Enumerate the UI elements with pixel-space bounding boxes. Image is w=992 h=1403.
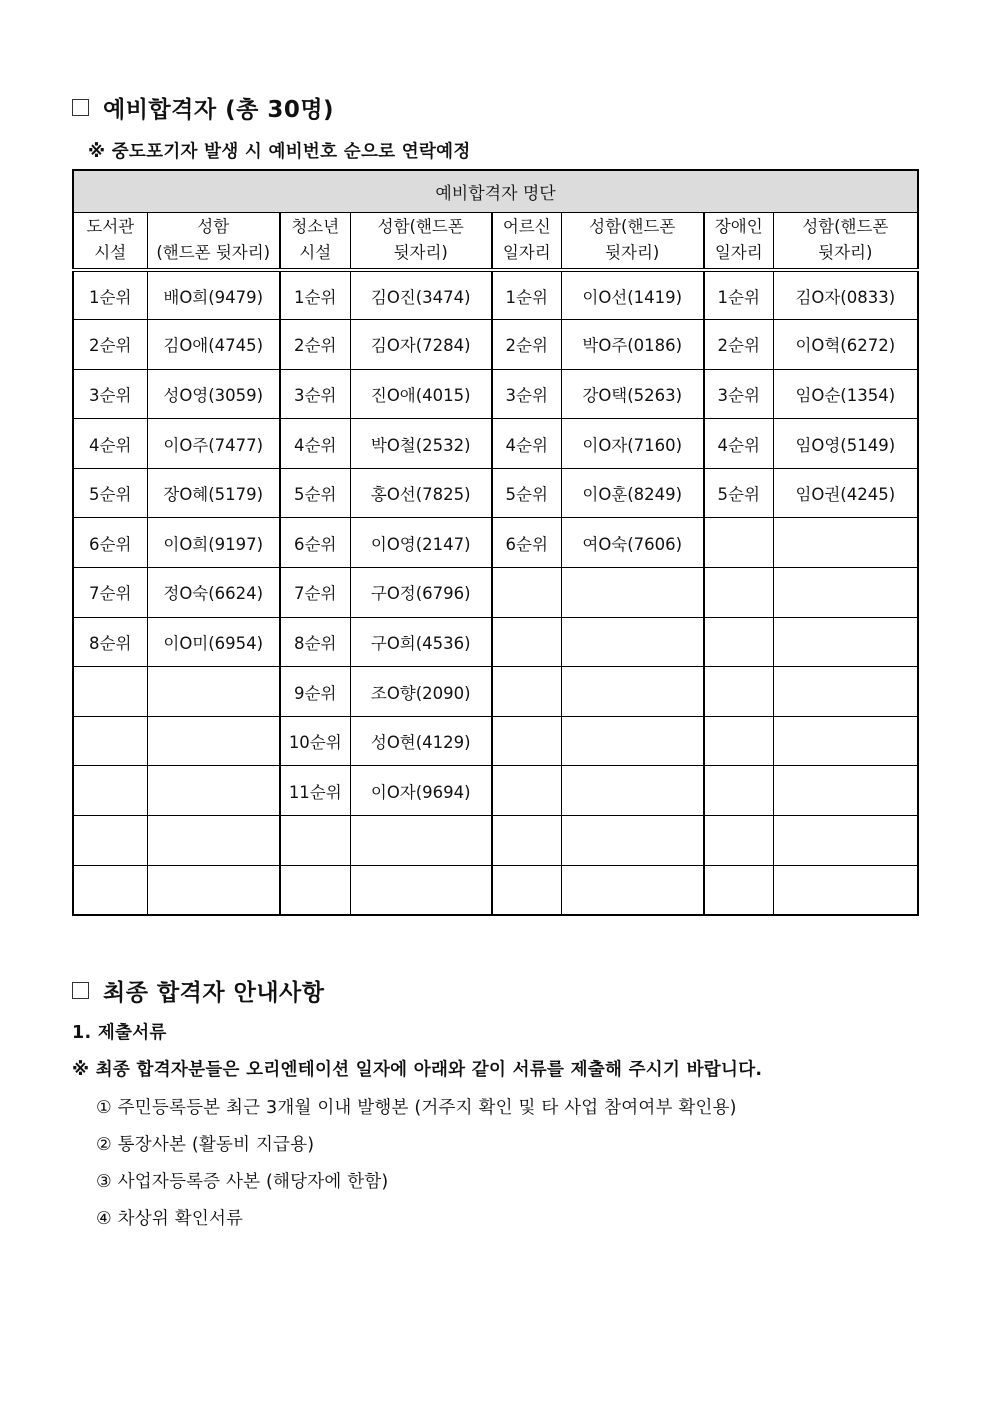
rank-cell: 3순위 <box>73 369 147 419</box>
column-header-line1: 장애인 <box>714 217 763 237</box>
name-cell: 장O혜(5179) <box>147 468 280 518</box>
checkbox-square-icon <box>72 99 89 116</box>
name-cell: 이O선(1419) <box>561 270 704 320</box>
column-header-library-name <box>147 212 280 270</box>
column-header-youth-facility <box>280 212 350 270</box>
name-cell: 구O희(4536) <box>350 617 492 667</box>
document-item: ② 통장사본 (활동비 지급용) <box>96 1135 315 1155</box>
rank-cell <box>492 865 561 915</box>
column-header-line2: 시설 <box>94 243 127 263</box>
name-cell <box>773 766 918 816</box>
column-header-senior-name <box>561 212 704 270</box>
name-cell <box>561 816 704 866</box>
name-cell: 박O주(0186) <box>561 320 704 370</box>
table-row <box>73 617 918 667</box>
rank-cell <box>704 568 773 618</box>
final-section-title <box>72 974 324 1007</box>
rank-cell: 4순위 <box>704 419 773 469</box>
name-cell <box>773 617 918 667</box>
rank-cell <box>492 716 561 766</box>
rank-cell <box>280 816 350 866</box>
table-row <box>73 320 918 370</box>
column-header-library-facility <box>73 212 147 270</box>
column-header-line2: 뒷자리) <box>393 243 448 263</box>
table-header-row <box>73 212 918 270</box>
rank-cell <box>492 766 561 816</box>
rank-cell: 5순위 <box>492 468 561 518</box>
name-cell: 배O희(9479) <box>147 270 280 320</box>
rank-cell: 3순위 <box>280 369 350 419</box>
name-cell: 김O자(0833) <box>773 270 918 320</box>
rank-cell: 1순위 <box>704 270 773 320</box>
name-cell <box>773 667 918 717</box>
name-cell <box>773 716 918 766</box>
name-cell: 김O진(3474) <box>350 270 492 320</box>
rank-cell: 10순위 <box>280 716 350 766</box>
document-item: ③ 사업자등록증 사본 (해당자에 한함) <box>96 1172 389 1192</box>
rank-cell: 1순위 <box>280 270 350 320</box>
rank-cell <box>280 865 350 915</box>
name-cell: 성O현(4129) <box>350 716 492 766</box>
column-header-line1: 성함(핸드폰 <box>802 217 889 237</box>
rank-cell: 2순위 <box>280 320 350 370</box>
table-row <box>73 667 918 717</box>
name-cell: 홍O선(7825) <box>350 468 492 518</box>
name-cell: 박O철(2532) <box>350 419 492 469</box>
name-cell: 이O주(7477) <box>147 419 280 469</box>
table-row <box>73 369 918 419</box>
table-body <box>73 270 918 915</box>
name-cell: 성O영(3059) <box>147 369 280 419</box>
rank-cell <box>492 617 561 667</box>
rank-cell: 8순위 <box>73 617 147 667</box>
column-header-line2: 일자리 <box>714 243 763 263</box>
name-cell: 이O희(9197) <box>147 518 280 568</box>
name-cell: 강O택(5263) <box>561 369 704 419</box>
rank-cell <box>704 518 773 568</box>
name-cell: 정O숙(6624) <box>147 568 280 618</box>
name-cell <box>350 816 492 866</box>
rank-cell: 4순위 <box>73 419 147 469</box>
column-header-line2: 시설 <box>299 243 332 263</box>
column-header-line1: 도서관 <box>86 217 135 237</box>
document-item: ④ 차상위 확인서류 <box>96 1209 244 1229</box>
required-documents-heading: 1. 제출서류 <box>72 1023 167 1043</box>
rank-cell <box>492 816 561 866</box>
rank-cell: 7순위 <box>280 568 350 618</box>
name-cell: 진O애(4015) <box>350 369 492 419</box>
rank-cell <box>704 667 773 717</box>
name-cell <box>773 518 918 568</box>
rank-cell <box>73 716 147 766</box>
name-cell: 김O자(7284) <box>350 320 492 370</box>
name-cell <box>561 865 704 915</box>
table-row <box>73 518 918 568</box>
name-cell <box>147 716 280 766</box>
rank-cell <box>73 766 147 816</box>
table-row <box>73 716 918 766</box>
rank-cell <box>73 865 147 915</box>
rank-cell: 6순위 <box>280 518 350 568</box>
table-title: 예비합격자 명단 <box>73 170 918 212</box>
name-cell <box>350 865 492 915</box>
column-header-disabled-job <box>704 212 773 270</box>
name-cell: 이O자(9694) <box>350 766 492 816</box>
name-cell <box>773 865 918 915</box>
column-header-youth-name <box>350 212 492 270</box>
name-cell: 임O영(5149) <box>773 419 918 469</box>
final-section-title-text: 최종 합격자 안내사항 <box>103 980 325 1006</box>
name-cell <box>773 568 918 618</box>
rank-cell: 2순위 <box>492 320 561 370</box>
rank-cell: 4순위 <box>280 419 350 469</box>
name-cell: 이O영(2147) <box>350 518 492 568</box>
name-cell: 여O숙(7606) <box>561 518 704 568</box>
column-header-line2: (핸드폰 뒷자리) <box>156 243 271 263</box>
column-header-line1: 성함(핸드폰 <box>377 217 464 237</box>
rank-cell <box>704 816 773 866</box>
reserve-contact-note: ※ 중도포기자 발생 시 예비번호 순으로 연락예정 <box>88 142 471 162</box>
table-title-row <box>73 170 918 212</box>
rank-cell: 11순위 <box>280 766 350 816</box>
name-cell <box>147 865 280 915</box>
table-row <box>73 816 918 866</box>
name-cell <box>147 816 280 866</box>
document-item: ① 주민등록등본 최근 3개월 이내 발행본 (거주지 확인 및 타 사업 참여여부 확인용) <box>96 1098 737 1118</box>
reserve-roster-table <box>72 169 919 916</box>
column-header-senior-job <box>492 212 561 270</box>
table-row <box>73 419 918 469</box>
name-cell: 조O향(2090) <box>350 667 492 717</box>
rank-cell <box>73 667 147 717</box>
rank-cell: 6순위 <box>73 518 147 568</box>
rank-cell <box>492 667 561 717</box>
rank-cell: 8순위 <box>280 617 350 667</box>
column-header-line2: 뒷자리) <box>818 243 873 263</box>
rank-cell: 9순위 <box>280 667 350 717</box>
rank-cell <box>704 617 773 667</box>
name-cell <box>147 667 280 717</box>
column-header-line2: 일자리 <box>502 243 551 263</box>
table-row <box>73 468 918 518</box>
rank-cell <box>492 568 561 618</box>
rank-cell: 1순위 <box>73 270 147 320</box>
checkbox-square-icon <box>72 982 89 999</box>
rank-cell: 6순위 <box>492 518 561 568</box>
name-cell <box>561 568 704 618</box>
rank-cell: 3순위 <box>492 369 561 419</box>
name-cell <box>147 766 280 816</box>
submission-note: ※ 최종 합격자분들은 오리엔테이션 일자에 아래와 같이 서류를 제출해 주시기 바랍니다. <box>72 1060 763 1080</box>
rank-cell <box>73 816 147 866</box>
column-header-line1: 성함(핸드폰 <box>589 217 676 237</box>
name-cell <box>773 816 918 866</box>
name-cell: 이O혁(6272) <box>773 320 918 370</box>
name-cell <box>561 617 704 667</box>
rank-cell <box>704 766 773 816</box>
rank-cell: 5순위 <box>704 468 773 518</box>
column-header-line1: 청소년 <box>291 217 340 237</box>
rank-cell: 2순위 <box>704 320 773 370</box>
rank-cell: 1순위 <box>492 270 561 320</box>
name-cell: 이O미(6954) <box>147 617 280 667</box>
rank-cell: 5순위 <box>73 468 147 518</box>
table-row <box>73 270 918 320</box>
table-row <box>73 766 918 816</box>
reserve-section-title-text: 예비합격자 (총 30명) <box>103 97 335 123</box>
rank-cell: 5순위 <box>280 468 350 518</box>
name-cell: 구O정(6796) <box>350 568 492 618</box>
name-cell <box>561 667 704 717</box>
name-cell <box>561 766 704 816</box>
name-cell: 임O권(4245) <box>773 468 918 518</box>
reserve-section-title <box>72 91 334 124</box>
rank-cell: 4순위 <box>492 419 561 469</box>
rank-cell <box>704 865 773 915</box>
name-cell <box>561 716 704 766</box>
table-row <box>73 865 918 915</box>
column-header-disabled-name <box>773 212 918 270</box>
rank-cell: 7순위 <box>73 568 147 618</box>
name-cell: 김O애(4745) <box>147 320 280 370</box>
name-cell: 임O순(1354) <box>773 369 918 419</box>
name-cell: 이O훈(8249) <box>561 468 704 518</box>
table-row <box>73 568 918 618</box>
column-header-line1: 성함 <box>197 217 230 237</box>
column-header-line1: 어르신 <box>502 217 551 237</box>
rank-cell: 3순위 <box>704 369 773 419</box>
rank-cell <box>704 716 773 766</box>
column-header-line2: 뒷자리) <box>605 243 660 263</box>
rank-cell: 2순위 <box>73 320 147 370</box>
name-cell: 이O자(7160) <box>561 419 704 469</box>
